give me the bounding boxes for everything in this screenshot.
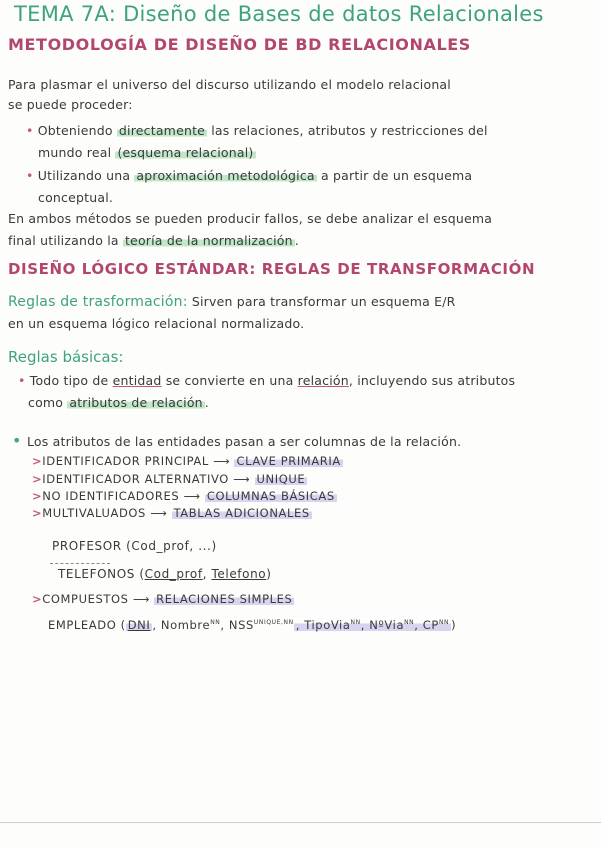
highlight-mapping-target: CLAVE PRIMARIA bbox=[236, 454, 341, 468]
note-line-1: En ambos métodos se pueden producir fallos, se debe analizar el esquema bbox=[8, 211, 493, 226]
mapping-item: >IDENTIFICADOR ALTERNATIVO ⟶ UNIQUE bbox=[32, 472, 306, 486]
mapping-item: >NO IDENTIFICADORES ⟶ COLUMNAS BÁSICAS bbox=[32, 489, 335, 503]
highlight-mapping-target: UNIQUE bbox=[256, 472, 306, 486]
bullet-utilizando: • Utilizando una aproximación metodológica a partir de un esquema bbox=[26, 168, 473, 183]
intro-line-2: se puede proceder: bbox=[8, 97, 133, 112]
mapping-item: >MULTIVALUADOS ⟶ TABLAS ADICIONALES bbox=[32, 506, 310, 520]
highlight-mapping-target: COLUMNAS BÁSICAS bbox=[206, 489, 335, 503]
mapping-item: >IDENTIFICADOR PRINCIPAL ⟶ CLAVE PRIMARIA bbox=[32, 454, 341, 468]
note-line-2: final utilizando la teoría de la normalización . bbox=[8, 233, 299, 248]
reglas-transformacion-line: Reglas de trasformación: Sirven para transformar un esquema E/R bbox=[8, 294, 456, 310]
reglas-basicas-label: Reglas básicas: bbox=[8, 348, 124, 366]
reglas-transformacion-label: Reglas de trasformación: bbox=[8, 294, 188, 310]
bullet-entidad: • Todo tipo de entidad se convierte en una relación, incluyendo sus atributos bbox=[18, 373, 516, 388]
highlight-directamente: directamente bbox=[118, 123, 206, 138]
section-header-metodologia: METODOLOGÍA DE DISEÑO DE BD RELACIONALES bbox=[8, 35, 471, 54]
example-profesor: PROFESOR (Cod_prof, ...) bbox=[52, 539, 217, 553]
intro-line-1: Para plasmar el universo del discurso utilizando el modelo relacional bbox=[8, 77, 451, 92]
bullet-dot: • bbox=[12, 431, 27, 450]
bullet-dot: • bbox=[26, 123, 38, 138]
underlined-relacion: relación bbox=[297, 373, 349, 388]
bullet-atributos: • Los atributos de las entidades pasan a ser columnas de la relación. bbox=[12, 431, 462, 450]
highlight-aproximacion: aproximación metodológica bbox=[136, 168, 315, 183]
highlight-atributos-relacion: atributos de relación bbox=[69, 395, 203, 410]
section-header-diseno-logico: DISEÑO LÓGICO ESTÁNDAR: REGLAS DE TRANSFORMACIÓN bbox=[8, 260, 536, 278]
example-connector bbox=[50, 563, 110, 564]
bullet-dot: • bbox=[18, 373, 30, 388]
highlight-mapping-target: RELACIONES SIMPLES bbox=[156, 592, 293, 606]
bullet-obteniendo: • Obteniendo directamente las relaciones, atributos y restricciones del bbox=[26, 123, 488, 138]
mapping-item-compuestos: >COMPUESTOS ⟶ RELACIONES SIMPLES bbox=[32, 592, 293, 606]
bullet-entidad-line2: como atributos de relación . bbox=[28, 395, 209, 410]
bullet-dot: • bbox=[26, 168, 38, 183]
highlight-esquema-relacional: (esquema relacional) bbox=[117, 145, 254, 160]
page-title: TEMA 7A: Diseño de Bases de datos Relacionales bbox=[14, 2, 544, 26]
reglas-transformacion-line2: en un esquema lógico relacional normalizado. bbox=[8, 316, 305, 331]
highlight-mapping-target: TABLAS ADICIONALES bbox=[173, 506, 310, 520]
example-telefonos: TELEFONOS (Cod_prof, Telefono) bbox=[58, 567, 272, 581]
bullet-utilizando-line2: conceptual. bbox=[38, 190, 114, 205]
highlight-normalizacion: teoría de la normalización bbox=[124, 233, 293, 248]
bullet-obteniendo-line2: mundo real (esquema relacional) bbox=[38, 145, 254, 160]
page-bottom-rule bbox=[0, 822, 601, 823]
example-empleado: EMPLEADO ( DNI , Nombre$^{NN}$, $NSS^{UNIQUE,NN}$ , TipoVia$^{NN}$, NºVia$^{NN}$, $CP^{NN}$ ) bbox=[48, 618, 457, 632]
underlined-entidad: entidad bbox=[112, 373, 162, 388]
